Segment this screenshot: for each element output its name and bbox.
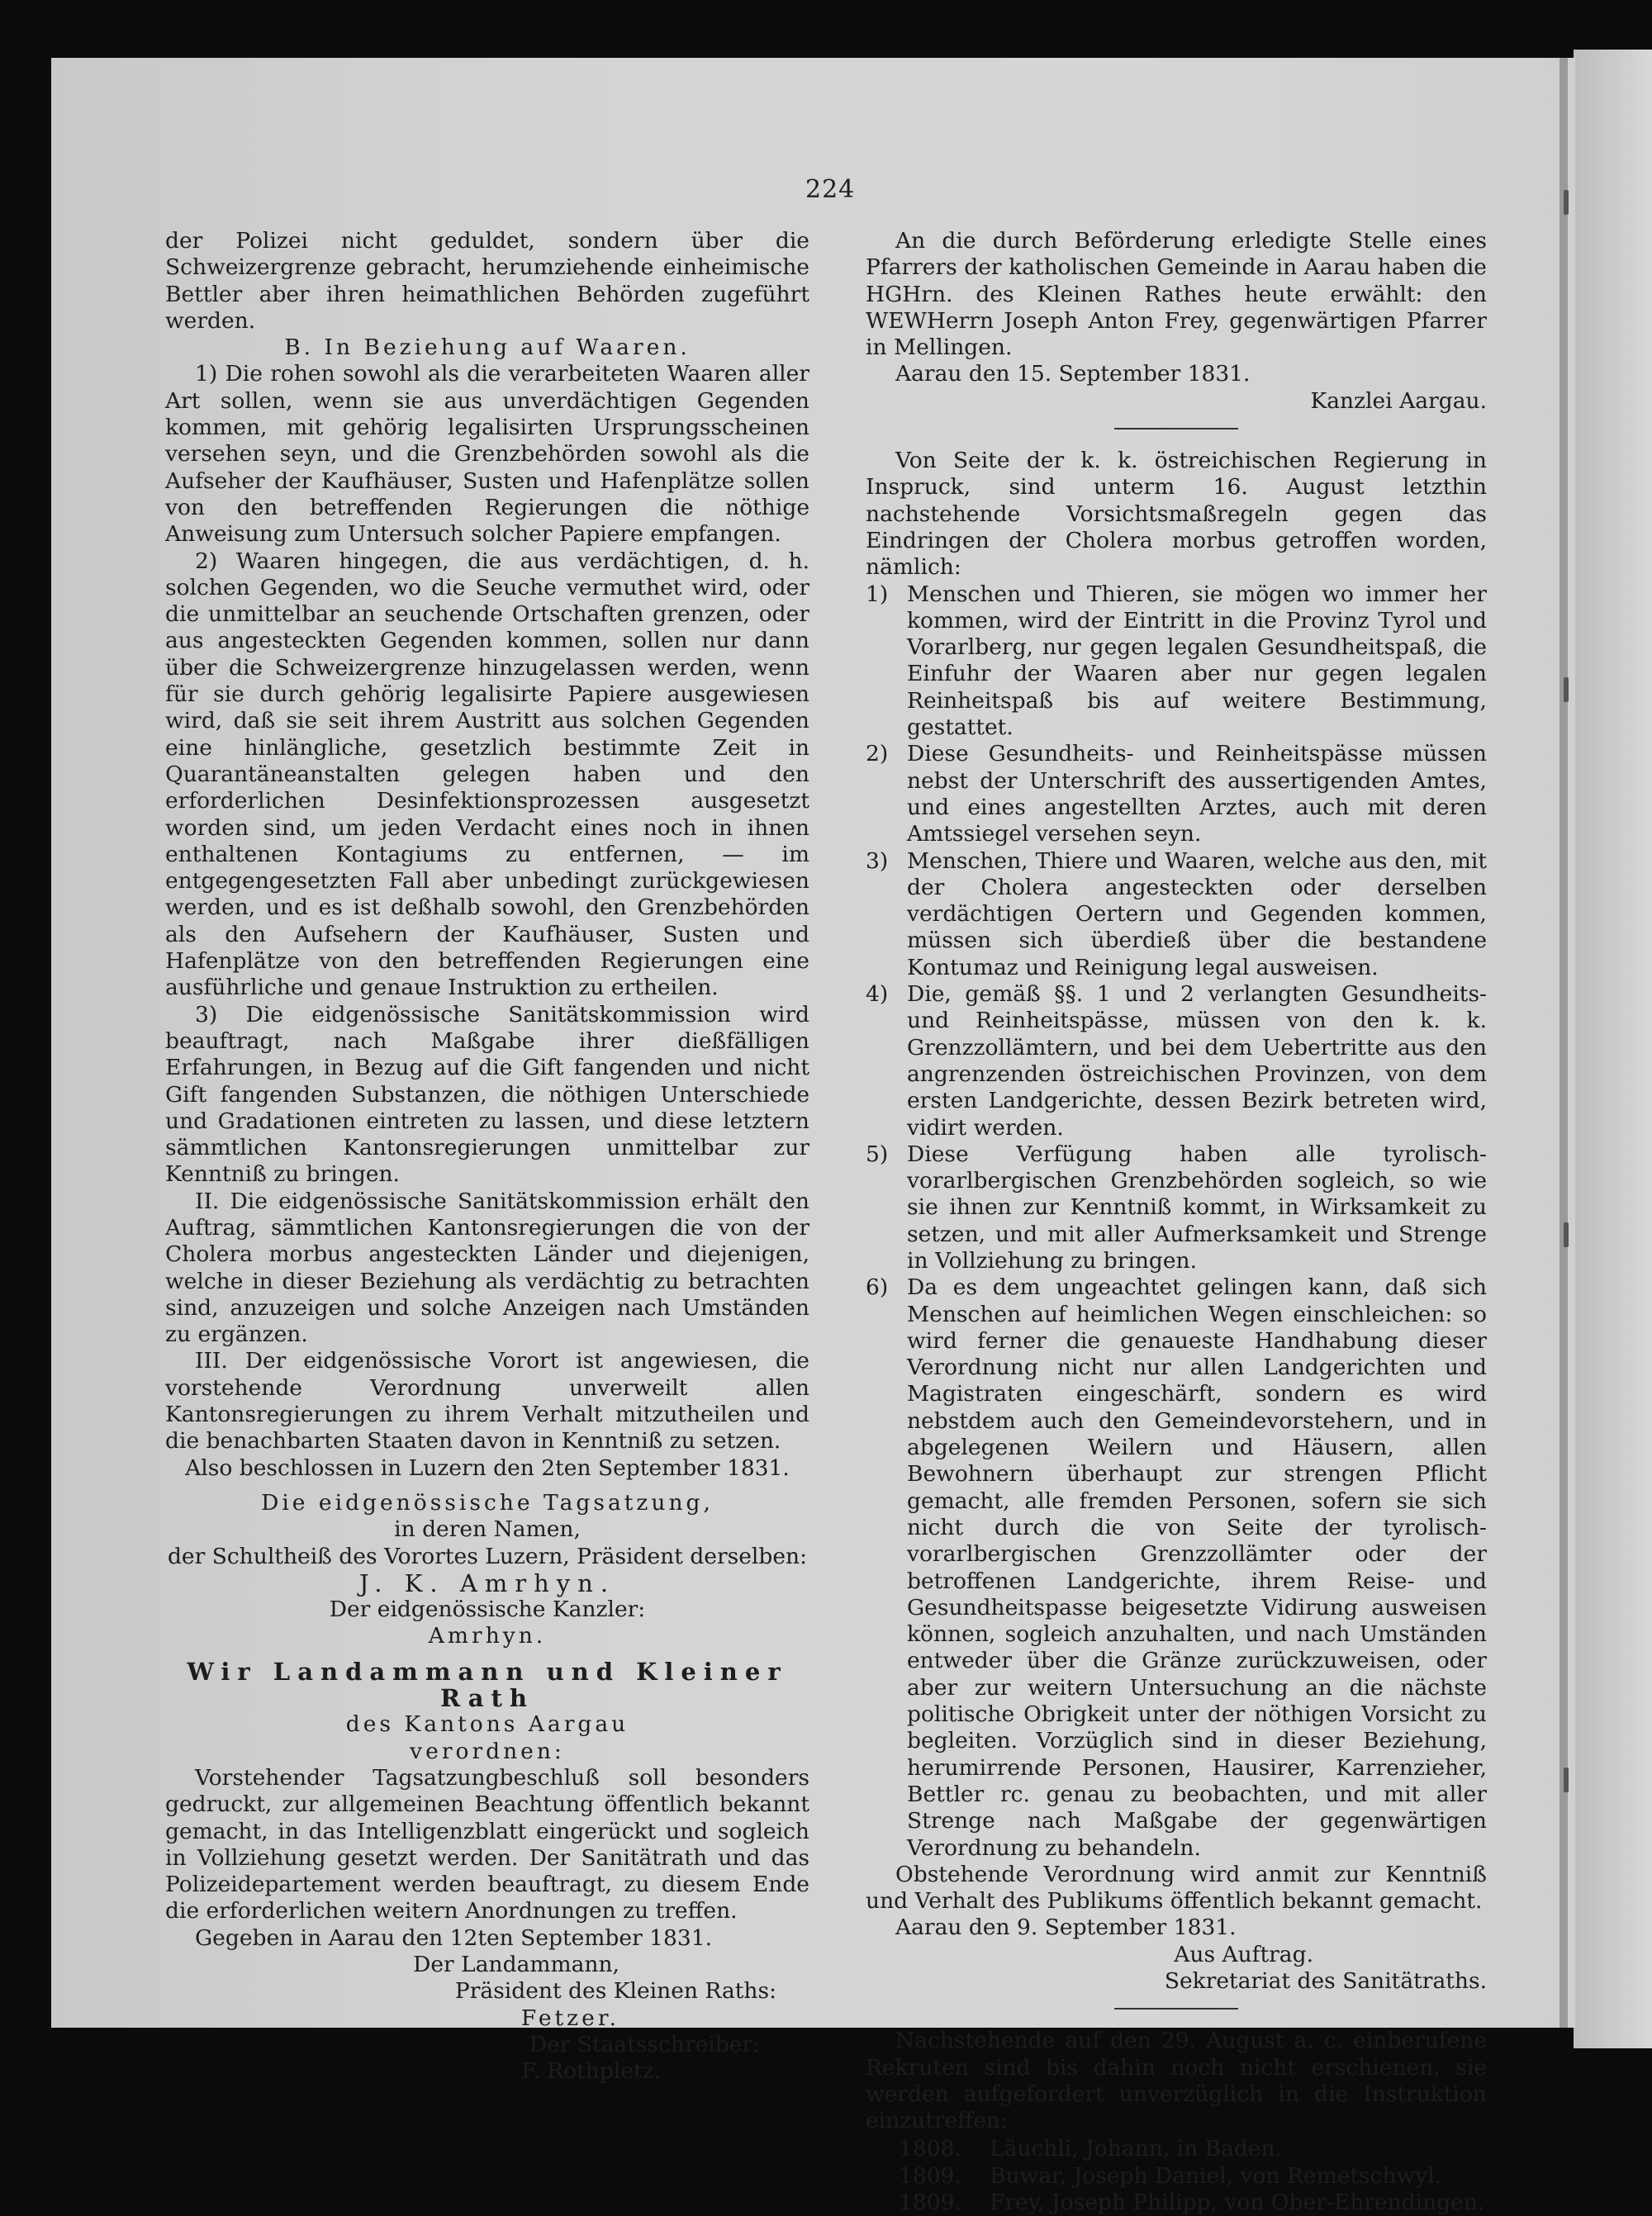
decree-given-date: Gegeben in Aarau den 12ten September 1831. [195,1924,713,1951]
decree-heading-council: Wir Landammann und Kleiner Rath [187,1657,788,1713]
measure-item: 3) Menschen, Thiere und Waaren, welche aus den, mit der Cholera angesteckten oder derselben verdächtigen Oertern und Gegenden kommen, müssen sich überdieß über die bestandene Kontumaz und Reinigung legal ausweisen. [866,847,1487,980]
left-column [165,228,809,2085]
signature-amrhyn-president: J. K. Amrhyn. [358,1568,616,1597]
binding-stitch [1564,1222,1569,1247]
paragraph-goods-1: 1) Die rohen sowohl als die verarbeiteten Waaren aller Art sollen, wenn sie aus unverdächtigen Gegenden kommen, mit gehörig legalisirten Ursprungsscheinen versehen seyn, und die Grenzbehörden sowohl als die Aufseher der Kaufhäuser, Susten und Hafenplätze sollen von den betreffenden Regierungen die nöthige Anweisung zum Untersuch solcher Papiere empfangen. [165,361,809,548]
notice-publication: Obstehende Verordnung wird anmit zur Kenntniß und Verhalt des Publikums öffentlich bekannt gemacht. [866,1861,1487,1915]
notice-signature-sanitary-council: Sekretariat des Sanitätraths. [1164,1968,1487,1994]
signature-president-small-council: Präsident des Kleinen Raths: [454,1978,776,2005]
measure-item: 6) Da es dem ungeachtet gelingen kann, daß sich Menschen auf heimlichen Wegen einschleichen: so wird ferner die genaueste Handhabung dieser Verordnung nicht nur allen Landgerichten und Magistraten eingeschärft, sondern es wird nebstdem auch den Gemeindevorstehern, und in abgelegenen Weilern und Häusern, allen Bewohnern überhaupt zur strengen Pflicht gemacht, alle fremden Personen, sofern sie sich nicht durch die von Seite der tyrolisch-vorarlbergischen Grenzzollämter oder der betroffenen Landgerichte, ihrem Reise- und Gesundheitspasse beigesetzte Vidirung ausweisen können, sogleich anzuhalten, und nach Umständen entweder über die Gränze zurückzuweisen, oder aber zur weitern Untersuchung an die nächste politische Obrigkeit unter der nöthigen Vorsicht zu begleiten. Vorzüglich sind in dieser Beziehung, herumirrende Personen, Hausirer, Karrenzieher, Bettler rc. genau zu beobachten, und mit aller Strenge nach Maßgabe der gegenwärtigen Verordnung zu behandeln. [866,1274,1487,1861]
page-number: 224 [805,175,856,204]
notice-date-2: Aarau den 9. September 1831. [895,1915,1237,1941]
binding-stitch [1564,1768,1569,1792]
paragraph-police: der Polizei nicht geduldet, sondern über die Schweizergrenze gebracht, herumziehende einheimische Bettler aber ihren heimathlichen Behörden zugeführt werden. [165,228,809,334]
list-item: 1808. Läuchli, Johann, in Baden. [899,2136,1282,2162]
section-heading-goods: B. In Beziehung auf Waaren. [284,335,691,361]
paragraph-section-iii: III. Der eidgenössische Vorort ist angewiesen, die vorstehende Verordnung unverweilt allen Kantonsregierungen zu ihrem Verhalt mitzutheilen und die benachbarten Staaten davon in Kenntniß zu setzen. [165,1348,809,1454]
list-item: 1809. Buwar, Joseph Daniel, von Remetschwyl. [899,2162,1442,2189]
notice-signature-by-order: Aus Auftrag. [1174,1941,1313,1967]
measure-item: 5) Diese Verfügung haben alle tyrolisch-vorarlbergischen Grenzbehörden sogleich, so wie sie ihnen zur Kenntniß kommt, in Wirksamkeit zu setzen, und mit aller Aufmerksamkeit und Strenge in Vollziehung zu bringen. [866,1141,1487,1274]
paragraph-section-ii: II. Die eidgenössische Sanitätskommission erhält den Auftrag, sämmtlichen Kantonsregierungen die von der Cholera morbus angesteckten Länder und diejenigen, welche in dieser Beziehung als verdächtig zu betrachten sind, anzuzeigen und solche Anzeigen nach Umständen zu ergänzen. [165,1188,809,1348]
recruit-list [866,2136,1487,2216]
notice-signature-chancery: Kanzlei Aargau. [1310,387,1487,414]
signature-amrhyn-chancellor: Amrhyn. [428,1623,547,1649]
notice-austrian-intro: Von Seite der k. k. östreichischen Regierung in Inspruck, sind unterm 16. August letzthin nachstehende Vorsichtsmaßregeln gegen das Eindringen der Cholera morbus getroffen worden, nämlich: [866,448,1487,581]
signature-in-name: in deren Namen, [394,1516,581,1543]
section-divider [1114,2008,1238,2010]
paragraph-goods-3: 3) Die eidgenössische Sanitätskommission wird beauftragt, nach Maßgabe ihrer dießfälligen Erfahrungen, in Bezug auf die Gift fangenden und nicht Gift fangenden Substanzen, die nöthigen Unterschiede und Gradationen eintreten zu lassen, und diese letztern sämmtlichen Kantonsregierungen unmittelbar zur Kenntniß zu bringen. [165,1001,809,1188]
decree-heading-canton: des Kantons Aargau [345,1711,629,1738]
decree-heading-verb: verordnen: [410,1738,565,1764]
notice-pastor-election: An die durch Beförderung erledigte Stelle eines Pfarrers der katholischen Gemeinde in Aarau haben die HGHrn. des Kleinen Rathes heute erwählt: den WEWHerrn Joseph Anton Frey, gegenwärtigen Pfarrer in Mellingen. [866,228,1487,361]
section-divider [1114,428,1238,429]
signature-diet: Die eidgenössische Tagsatzung, [261,1489,714,1516]
measure-item: 2) Diese Gesundheits- und Reinheitspässe müssen nebst der Unterschrift des aussertigenden Amtes, und eines angestellten Arztes, auch mit deren Amtssiegel versehen seyn. [866,741,1487,847]
decision-date: Also beschlossen in Luzern den 2ten September 1831. [185,1454,790,1481]
decree-text: Vorstehender Tagsatzungbeschluß soll besonders gedruckt, zur allgemeinen Beachtung öffentlich bekannt gemacht, in das Intelligenzblatt eingerückt und sogleich in Vollziehung gesetzt werden. Der Sanitätrath und das Polizeidepartement werden beauftragt, zu diesem Ende die erforderlichen weitern Anordnungen zu treffen. [165,1764,809,1924]
signature-schultheiss: der Schultheiß des Vorortes Luzern, Präsident derselben: [167,1543,808,1569]
adjacent-page-edge [1574,50,1652,2048]
notice-date-1: Aarau den 15. September 1831. [895,361,1251,387]
signature-rothpletz: F. Rothpletz. [521,2058,661,2085]
signature-fetzer: Fetzer. [520,2005,620,2031]
binding-spine [1559,58,1568,2028]
signature-landammann-title: Der Landammann, [413,1952,620,1977]
measure-item: 1) Menschen und Thieren, sie mögen wo immer her kommen, wird der Eintritt in die Provinz Tyrol und Vorarlberg, nur gegen legalen Gesundheitspaß, die Einfuhr der Waaren aber nur gegen legalen Reinheitspaß bis auf weitere Bestimmung, gestattet. [866,581,1487,741]
binding-stitch [1564,190,1569,215]
binding-stitch [1564,677,1569,702]
signature-state-secretary-title: Der Staatsschreiber: [529,2031,760,2057]
paragraph-goods-2: 2) Waaren hingegen, die aus verdächtigen, d. h. solchen Gegenden, wo die Seuche vermuthet wird, oder die unmittelbar an seuchende Ortschaften grenzen, oder aus angesteckten Gegenden kommen, sollen nur dann über die Schweizergrenze hinzugelassen werden, wenn für sie durch gehörig legalisirte Papiere ausgewiesen wird, daß sie seit ihrem Austritt aus solchen Gegenden eine hinlängliche, gesetzlich bestimmte Zeit in Quarantäneanstalten gelegen haben und den erforderlichen Desinfektionsprozessen ausgesetzt worden sind, um jeden Verdacht eines noch in ihnen enthaltenen Kontagiums zu entfernen, — im entgegengesetzten Fall aber unbedingt zurückgewiesen werden, und es ist deßhalb sowohl, den Grenzbehörden als den Aufsehern der Kaufhäuser, Susten und Hafenplätze von den betreffenden Regierungen eine ausführliche und genaue Instruktion zu ertheilen. [165,548,809,1001]
signature-chancellor-title: Der eidgenössische Kanzler: [329,1597,646,1623]
measure-item: 4) Die, gemäß §§. 1 und 2 verlangten Gesundheits- und Reinheitspässe, müssen von den k. k. Grenzzollämtern, und bei dem Uebertritte aus den angrenzenden östreichischen Provinzen, von dem ersten Landgerichte, dessen Bezirk betreten wird, vidirt werden. [866,981,1487,1141]
right-column [866,228,1487,2216]
list-item: 1809. Frey, Joseph Philipp, von Ober-Ehrendingen. [899,2190,1485,2216]
notice-recruits: Nachstehende auf den 29. August a. c. einberufene Rekruten sind bis dahin noch nicht erschienen, sie werden aufgefordert unverzüglich in die Instruktion einzutreffen: [866,2028,1487,2134]
